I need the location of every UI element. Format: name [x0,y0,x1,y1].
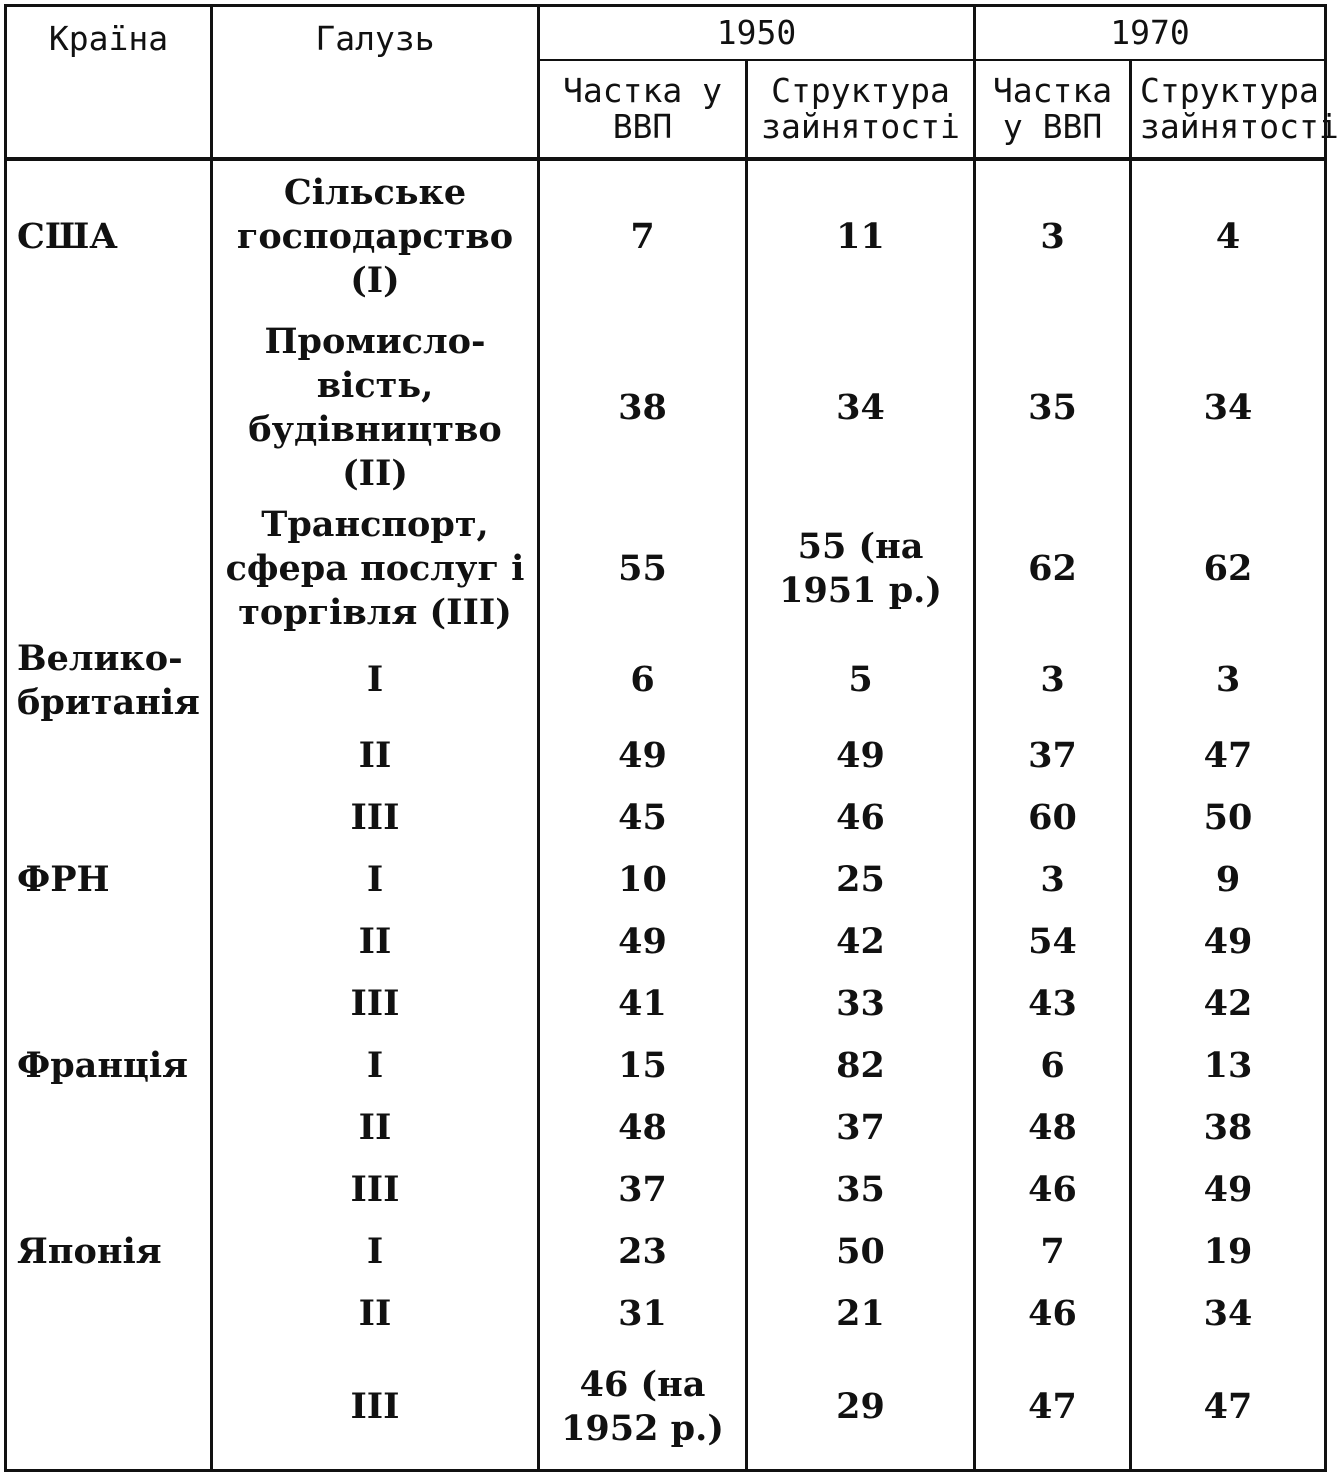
economy-structure-table [4,4,1339,1472]
employment-1950-cell: 34 [747,313,975,503]
employment-1970-cell: 13 [1131,1035,1326,1097]
table-row [6,1221,1326,1283]
employment-1970-cell: 42 [1131,973,1326,1035]
gdp-1970-cell: 3 [975,635,1131,725]
employment-1970-cell: 19 [1131,1221,1326,1283]
table-row [6,313,1326,503]
industry-cell: Сільське господарство (I) [212,159,539,313]
gdp-1950-cell: 15 [539,1035,747,1097]
country-cell: Велико-британія [6,635,212,725]
industry-cell: I [212,849,539,911]
employment-1950-cell: 46 [747,787,975,849]
table-row [6,1097,1326,1159]
gdp-1950-cell: 37 [539,1159,747,1221]
employment-1950-cell: 55 (на 1951 р.) [747,503,975,635]
industry-cell: I [212,635,539,725]
table-row [6,787,1326,849]
gdp-1950-cell: 46 (на 1952 р.) [539,1345,747,1471]
country-cell: США [6,159,212,313]
gdp-1950-cell: 49 [539,725,747,787]
employment-1970-cell: 9 [1131,849,1326,911]
table-row [6,849,1326,911]
employment-1950-cell: 21 [747,1283,975,1345]
country-cell [6,503,212,635]
employment-1950-cell: 35 [747,1159,975,1221]
industry-cell: II [212,1283,539,1345]
gdp-1950-cell: 45 [539,787,747,849]
employment-1970-cell: 50 [1131,787,1326,849]
table-row [6,503,1326,635]
employment-1970-cell: 47 [1131,725,1326,787]
gdp-1950-cell: 38 [539,313,747,503]
industry-cell: III [212,973,539,1035]
employment-1950-cell: 50 [747,1221,975,1283]
gdp-1950-cell: 41 [539,973,747,1035]
table-row [6,1283,1326,1345]
employment-1950-cell: 49 [747,725,975,787]
country-cell [6,911,212,973]
table-row [6,911,1326,973]
table-body [6,159,1326,1471]
industry-cell: III [212,787,539,849]
gdp-1950-cell: 31 [539,1283,747,1345]
gdp-1950-cell: 48 [539,1097,747,1159]
country-cell [6,1159,212,1221]
employment-1950-cell: 33 [747,973,975,1035]
employment-1970-cell: 3 [1131,635,1326,725]
header-employment-1950: Структура зайнятості [747,60,975,159]
country-cell [6,313,212,503]
gdp-1970-cell: 47 [975,1345,1131,1471]
employment-1970-cell: 4 [1131,159,1326,313]
header-country: Країна [6,6,212,160]
gdp-1970-cell: 6 [975,1035,1131,1097]
employment-1970-cell: 62 [1131,503,1326,635]
gdp-1970-cell: 60 [975,787,1131,849]
header-gdp-share-1970: Частка у ВВП [975,60,1131,159]
table-row [6,1345,1326,1471]
gdp-1970-cell: 48 [975,1097,1131,1159]
table-row [6,725,1326,787]
employment-1950-cell: 42 [747,911,975,973]
industry-cell: II [212,911,539,973]
industry-cell: Промисло-вість, будівництво (II) [212,313,539,503]
employment-1970-cell: 38 [1131,1097,1326,1159]
gdp-1970-cell: 46 [975,1159,1131,1221]
employment-1970-cell: 34 [1131,1283,1326,1345]
header-employment-1970: Структура зайнятості [1131,60,1326,159]
gdp-1970-cell: 43 [975,973,1131,1035]
industry-cell: II [212,1097,539,1159]
employment-1950-cell: 82 [747,1035,975,1097]
table-row [6,1159,1326,1221]
header-gdp-share-1950: Частка у ВВП [539,60,747,159]
industry-cell: III [212,1159,539,1221]
country-cell [6,1283,212,1345]
country-cell: Франція [6,1035,212,1097]
country-cell [6,1345,212,1471]
table-row [6,973,1326,1035]
country-cell: ФРН [6,849,212,911]
gdp-1950-cell: 55 [539,503,747,635]
table-row [6,1035,1326,1097]
header-year-1970: 1970 [975,6,1326,61]
gdp-1970-cell: 35 [975,313,1131,503]
table-row [6,159,1326,313]
gdp-1970-cell: 37 [975,725,1131,787]
table-row [6,635,1326,725]
gdp-1950-cell: 6 [539,635,747,725]
employment-1950-cell: 37 [747,1097,975,1159]
industry-cell: I [212,1035,539,1097]
employment-1950-cell: 25 [747,849,975,911]
country-cell: Японія [6,1221,212,1283]
header-year-1950: 1950 [539,6,975,61]
gdp-1950-cell: 49 [539,911,747,973]
gdp-1970-cell: 62 [975,503,1131,635]
country-cell [6,1097,212,1159]
table-header [6,6,1339,160]
employment-1970-cell: 34 [1131,313,1326,503]
gdp-1950-cell: 23 [539,1221,747,1283]
gdp-1970-cell: 3 [975,849,1131,911]
gdp-1950-cell: 7 [539,159,747,313]
gdp-1970-cell: 46 [975,1283,1131,1345]
gdp-1970-cell: 54 [975,911,1131,973]
employment-1970-cell: 47 [1131,1345,1326,1471]
country-cell [6,725,212,787]
country-cell [6,787,212,849]
employment-1970-cell: 49 [1131,1159,1326,1221]
industry-cell: II [212,725,539,787]
header-industry: Галузь [212,6,539,160]
industry-cell: III [212,1345,539,1471]
country-cell [6,973,212,1035]
gdp-1970-cell: 7 [975,1221,1131,1283]
employment-1950-cell: 29 [747,1345,975,1471]
employment-1970-cell: 49 [1131,911,1326,973]
gdp-1970-cell: 3 [975,159,1131,313]
employment-1950-cell: 5 [747,635,975,725]
industry-cell: Транспорт, сфера послуг і торгівля (III) [212,503,539,635]
employment-1950-cell: 11 [747,159,975,313]
gdp-1950-cell: 10 [539,849,747,911]
industry-cell: I [212,1221,539,1283]
